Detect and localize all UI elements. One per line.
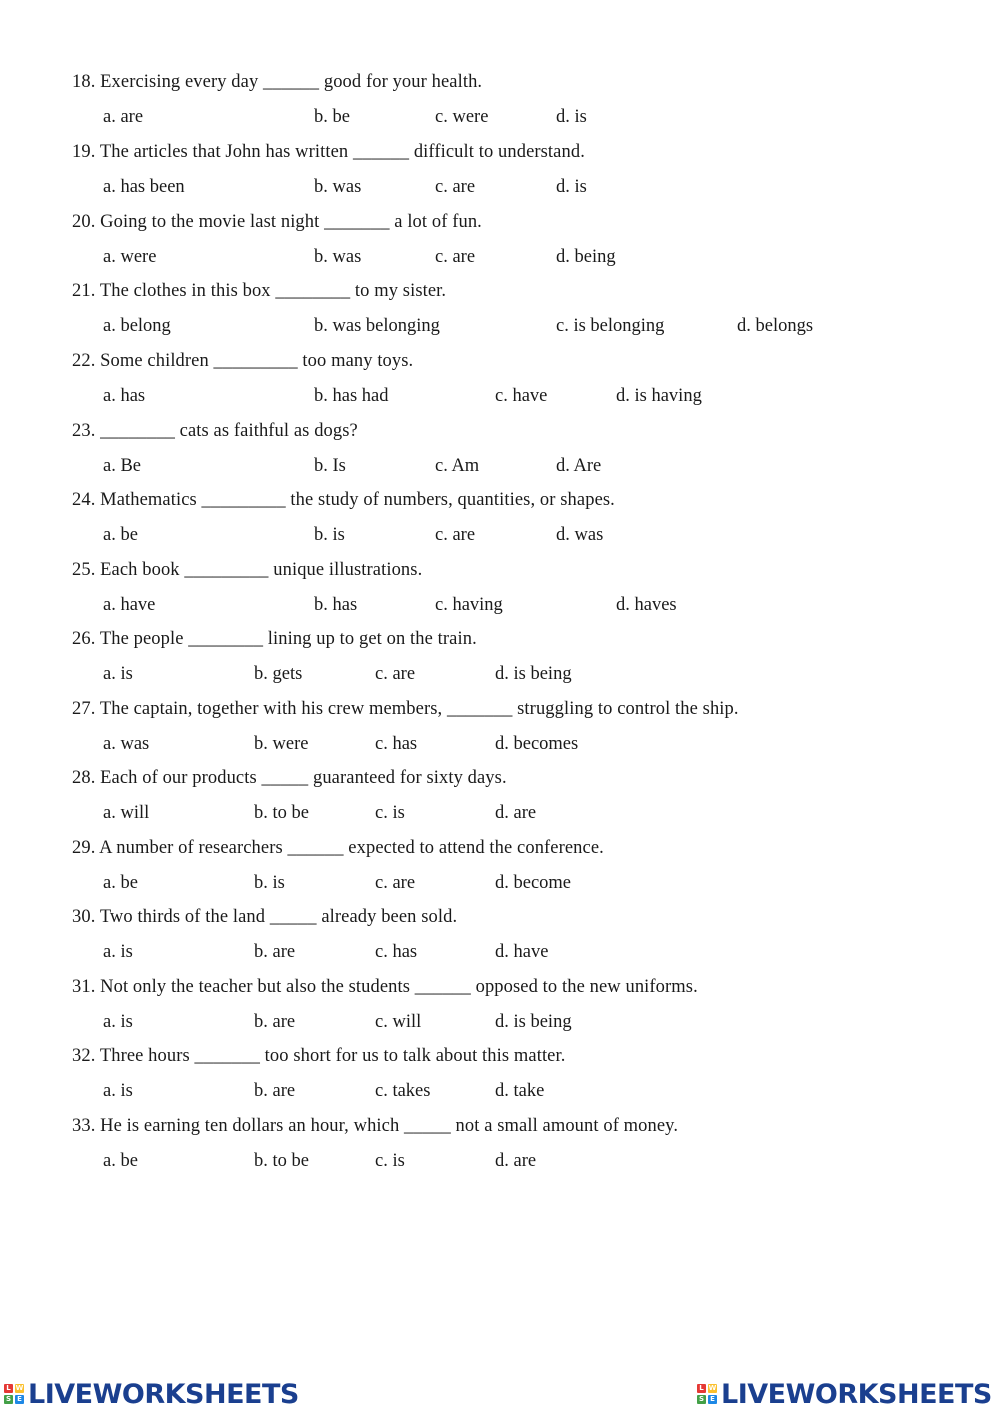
answer-option-a[interactable]: a. have: [103, 595, 156, 615]
answer-option-b[interactable]: b. was belonging: [314, 316, 440, 336]
answer-option-c[interactable]: c. has: [375, 942, 418, 962]
answer-option-c[interactable]: c. has: [375, 734, 418, 754]
liveworksheets-logo-left[interactable]: [4, 1377, 299, 1411]
answer-option-b[interactable]: b. was: [314, 177, 362, 197]
question-text: 22. Some children _________ too many toys.: [72, 351, 414, 371]
answer-option-b[interactable]: b. to be: [254, 1151, 309, 1171]
answer-option-d[interactable]: d. are: [495, 803, 537, 823]
answer-option-a[interactable]: a. be: [103, 1151, 138, 1171]
answer-option-d[interactable]: d. is: [556, 107, 587, 127]
answer-option-a[interactable]: a. are: [103, 107, 144, 127]
question-text: 25. Each book _________ unique illustrations.: [72, 560, 423, 580]
answer-option-b[interactable]: b. has: [314, 595, 358, 615]
answer-option-a[interactable]: a. be: [103, 873, 138, 893]
answer-option-c[interactable]: c. Am: [435, 456, 480, 476]
answer-option-a[interactable]: a. belong: [103, 316, 171, 336]
answer-option-d[interactable]: d. are: [495, 1151, 537, 1171]
answer-option-a[interactable]: a. is: [103, 1081, 133, 1101]
liveworksheets-logo-right[interactable]: [697, 1377, 992, 1411]
question-text: 21. The clothes in this box ________ to my sister.: [72, 281, 447, 301]
answer-option-c[interactable]: c. takes: [375, 1081, 431, 1101]
answer-option-d[interactable]: d. is being: [495, 1012, 572, 1032]
answer-option-b[interactable]: b. be: [314, 107, 350, 127]
brand-name: LIVEWORKSHEETS: [721, 1378, 992, 1410]
answer-option-b[interactable]: b. are: [254, 942, 296, 962]
answer-option-c[interactable]: c. is: [375, 1151, 405, 1171]
answer-option-a[interactable]: a. has been: [103, 177, 185, 197]
answer-option-c[interactable]: c. are: [375, 664, 416, 684]
question-text: 33. He is earning ten dollars an hour, which _____ not a small amount of money.: [72, 1116, 679, 1136]
answer-option-b[interactable]: b. has had: [314, 386, 389, 406]
question-text: 28. Each of our products _____ guaranteed for sixty days.: [72, 768, 507, 788]
liveworksheets-logo-icon: [4, 1384, 24, 1404]
answer-option-a[interactable]: a. were: [103, 247, 157, 267]
question-text: 19. The articles that John has written ______ difficult to understand.: [72, 142, 585, 162]
answer-option-a[interactable]: a. is: [103, 664, 133, 684]
logo-tile: W: [708, 1384, 717, 1392]
answer-option-b[interactable]: b. was: [314, 247, 362, 267]
answer-option-d[interactable]: d. is having: [616, 386, 702, 406]
answer-option-a[interactable]: a. is: [103, 942, 133, 962]
question-text: 27. The captain, together with his crew members, _______ struggling to control the ship.: [72, 699, 739, 719]
answer-option-d[interactable]: d. take: [495, 1081, 545, 1101]
logo-tile: S: [698, 1395, 705, 1403]
question-text: 32. Three hours _______ too short for us to talk about this matter.: [72, 1046, 566, 1066]
answer-option-d[interactable]: d. have: [495, 942, 549, 962]
answer-option-d[interactable]: d. is being: [495, 664, 572, 684]
answer-option-d[interactable]: d. haves: [616, 595, 677, 615]
logo-tile: E: [708, 1395, 717, 1404]
question-text: 31. Not only the teacher but also the students ______ opposed to the new uniforms.: [72, 977, 698, 997]
answer-option-a[interactable]: a. has: [103, 386, 146, 406]
answer-option-c[interactable]: c. will: [375, 1012, 422, 1032]
logo-tile: L: [4, 1384, 13, 1393]
question-text: 24. Mathematics _________ the study of numbers, quantities, or shapes.: [72, 490, 615, 510]
logo-tile: L: [697, 1384, 706, 1393]
answer-option-d[interactable]: d. is: [556, 177, 587, 197]
question-text: 30. Two thirds of the land _____ already been sold.: [72, 907, 458, 927]
logo-tile: S: [5, 1395, 12, 1403]
answer-option-d[interactable]: d. being: [556, 247, 616, 267]
answer-option-a[interactable]: a. is: [103, 1012, 133, 1032]
answer-option-a[interactable]: a. Be: [103, 456, 142, 476]
answer-option-b[interactable]: b. Is: [314, 456, 346, 476]
answer-option-b[interactable]: b. to be: [254, 803, 309, 823]
answer-option-d[interactable]: d. belongs: [737, 316, 814, 336]
answer-option-b[interactable]: b. is: [254, 873, 285, 893]
question-text: 18. Exercising every day ______ good for your health.: [72, 72, 483, 92]
answer-option-c[interactable]: c. is belonging: [556, 316, 665, 336]
question-text: 26. The people ________ lining up to get on the train.: [72, 629, 477, 649]
answer-option-c[interactable]: c. having: [435, 595, 503, 615]
question-text: 23. ________ cats as faithful as dogs?: [72, 421, 358, 441]
answer-option-b[interactable]: b. are: [254, 1081, 296, 1101]
answer-option-d[interactable]: d. become: [495, 873, 572, 893]
answer-option-b[interactable]: b. gets: [254, 664, 303, 684]
answer-option-d[interactable]: d. becomes: [495, 734, 579, 754]
answer-option-d[interactable]: d. was: [556, 525, 604, 545]
answer-option-c[interactable]: c. are: [375, 873, 416, 893]
answer-option-c[interactable]: c. is: [375, 803, 405, 823]
answer-option-a[interactable]: a. will: [103, 803, 150, 823]
answer-option-b[interactable]: b. were: [254, 734, 309, 754]
question-text: 29. A number of researchers ______ expected to attend the conference.: [72, 838, 604, 858]
answer-option-a[interactable]: a. be: [103, 525, 138, 545]
answer-option-d[interactable]: d. Are: [556, 456, 602, 476]
liveworksheets-logo-icon: [697, 1384, 717, 1404]
logo-tile: E: [15, 1395, 24, 1404]
answer-option-c[interactable]: c. have: [495, 386, 548, 406]
answer-option-a[interactable]: a. was: [103, 734, 150, 754]
brand-name: LIVEWORKSHEETS: [28, 1378, 299, 1410]
answer-option-c[interactable]: c. are: [435, 247, 476, 267]
answer-option-c[interactable]: c. were: [435, 107, 489, 127]
answer-option-c[interactable]: c. are: [435, 525, 476, 545]
answer-option-b[interactable]: b. are: [254, 1012, 296, 1032]
question-text: 20. Going to the movie last night _______ a lot of fun.: [72, 212, 482, 232]
answer-option-b[interactable]: b. is: [314, 525, 345, 545]
logo-tile: W: [15, 1384, 24, 1392]
answer-option-c[interactable]: c. are: [435, 177, 476, 197]
